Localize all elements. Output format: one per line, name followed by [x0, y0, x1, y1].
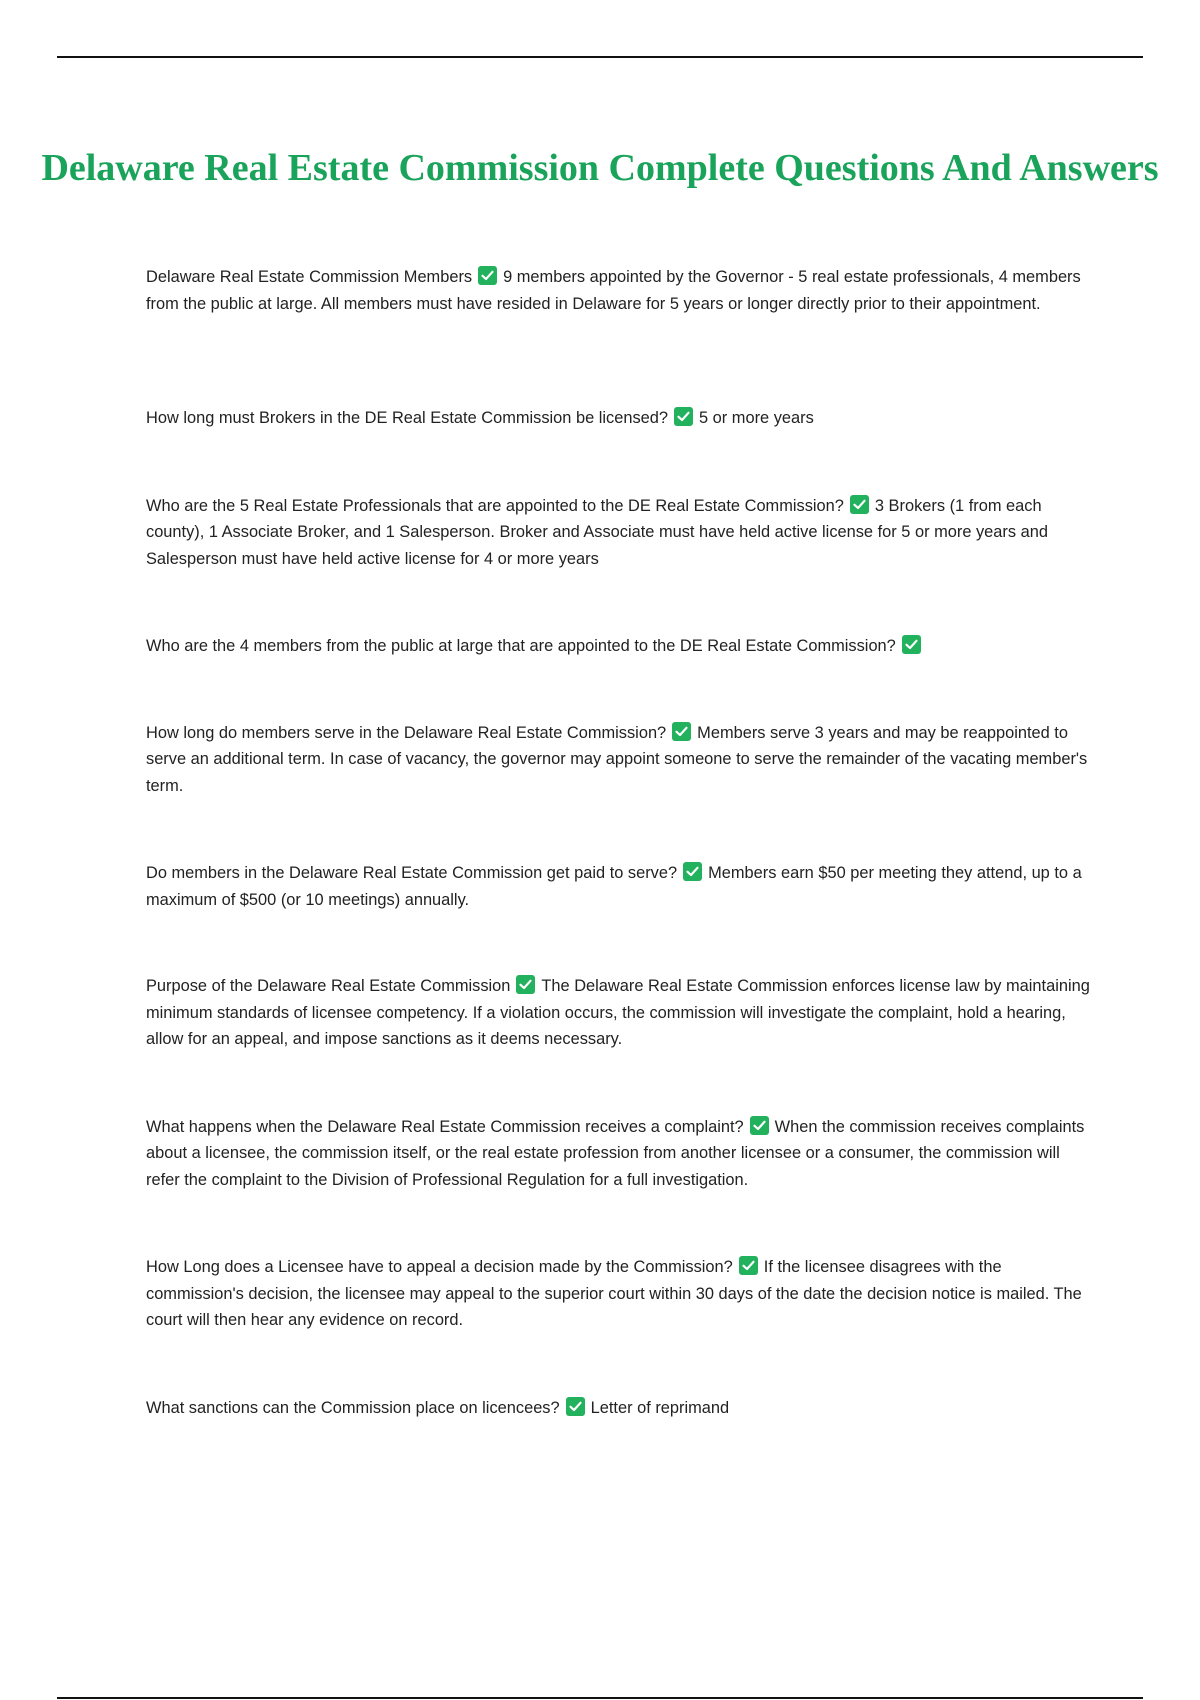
qa-item: [146, 973, 1091, 1053]
answer: 3 Brokers (1 from each county), 1 Associate Broker, and 1 Salesperson. Broker and Associate must have held active license for 5 or more years and Salesperson must have held active license for 4 or more years: [146, 496, 1048, 568]
qa-item: [146, 405, 1091, 432]
answer: 5 or more years: [699, 409, 814, 427]
question: How long do members serve in the Delaware Real Estate Commission?: [146, 723, 667, 742]
question: Purpose of the Delaware Real Estate Commission: [146, 977, 511, 995]
answer: Letter of reprimand: [590, 1398, 730, 1417]
top-rule: [57, 56, 1143, 58]
qa-item: [146, 633, 1091, 660]
question: How long must Brokers in the DE Real Estate Commission be licensed?: [146, 409, 668, 427]
question: What sanctions can the Commission place on licencees?: [146, 1398, 560, 1417]
question: Delaware Real Estate Commission Members: [146, 268, 473, 286]
check-box-icon: [674, 407, 693, 426]
qa-item: [146, 1254, 1091, 1334]
question: Who are the 5 Real Estate Professionals that are appointed to the DE Real Estate Commission?: [146, 496, 844, 515]
check-box-icon: [739, 1256, 758, 1275]
answer: Members serve 3 years and may be reappointed to serve an additional term. In case of vacancy, the governor may appoint someone to serve the remainder of the vacating member's term.: [146, 723, 1088, 795]
qa-item: [146, 860, 1091, 913]
qa-list: [146, 264, 1091, 1421]
answer: If the licensee disagrees with the commission's decision, the licensee may appeal to the superior court within 30 days of the date the decision notice is mailed. The court will then hear any evidence on record.: [146, 1258, 1082, 1329]
bottom-rule: [57, 1697, 1143, 1699]
check-box-icon: [850, 495, 869, 514]
qa-item: [146, 1114, 1091, 1194]
answer: 9 members appointed by the Governor - 5 real estate professionals, 4 members from the public at large. All members must have resided in Delaware for 5 years or longer directly prior to their appointment.: [146, 268, 1081, 313]
question: Who are the 4 members from the public at large that are appointed to the DE Real Estate Commission?: [146, 637, 896, 655]
check-box-icon: [683, 862, 702, 881]
answer: The Delaware Real Estate Commission enforces license law by maintaining minimum standards of licensee competency. If a violation occurs, the commission will investigate the complaint, hold a hearing, allow for an appeal, and impose sanctions as it deems necessary.: [146, 977, 1090, 1048]
question: How Long does a Licensee have to appeal a decision made by the Commission?: [146, 1258, 733, 1276]
check-box-icon: [750, 1116, 769, 1135]
check-box-icon: [478, 266, 497, 285]
qa-item: [146, 493, 1091, 573]
qa-item: [146, 720, 1091, 800]
check-box-icon: [566, 1397, 585, 1416]
answer: When the commission receives complaints about a licensee, the commission itself, or the real estate profession from another licensee or a consumer, the commission will refer the complaint to the Division of Professional Regulation for a full investigation.: [146, 1117, 1085, 1189]
question: What happens when the Delaware Real Estate Commission receives a complaint?: [146, 1117, 744, 1136]
question: Do members in the Delaware Real Estate Commission get paid to serve?: [146, 864, 678, 882]
qa-item: [146, 264, 1091, 317]
check-box-icon: [672, 722, 691, 741]
check-box-icon: [516, 975, 535, 994]
answer: Members earn $50 per meeting they attend, up to a maximum of $500 (or 10 meetings) annually.: [146, 864, 1082, 909]
check-box-icon: [902, 635, 921, 654]
qa-item: [146, 1395, 1091, 1422]
document-title: Delaware Real Estate Commission Complete Questions And Answers: [41, 147, 1159, 189]
